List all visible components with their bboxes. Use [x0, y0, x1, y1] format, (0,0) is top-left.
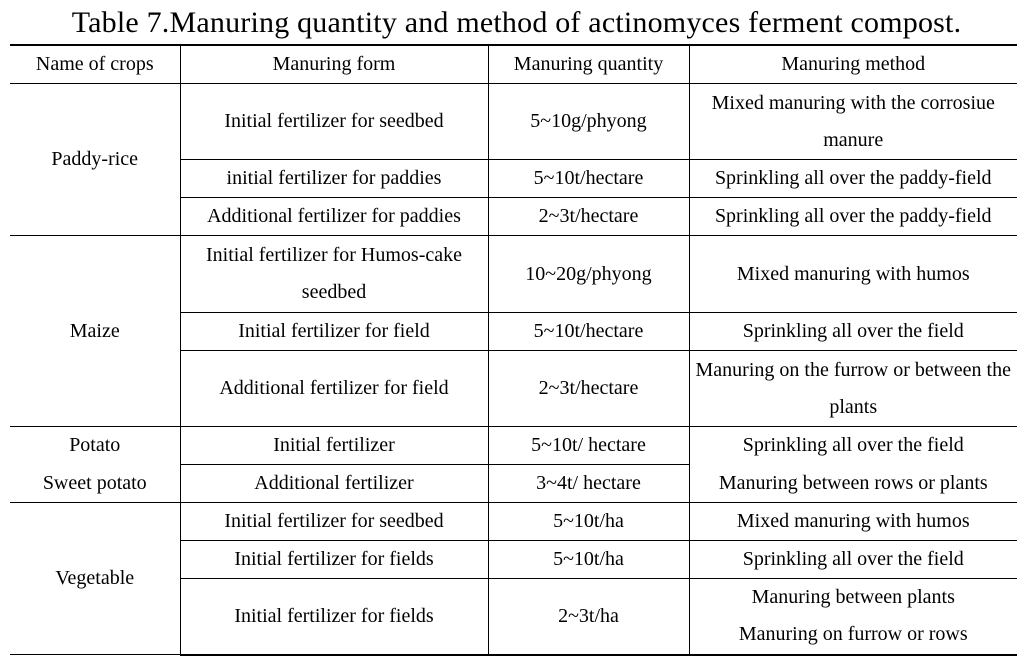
quantity-cell: 2~3t/hectare [488, 198, 689, 236]
quantity-cell: 5~10t/ha [488, 503, 689, 541]
method-cell: Sprinkling all over the field [689, 313, 1017, 351]
method-cell: Mixed manuring with humos [689, 503, 1017, 541]
header-manuring-form: Manuring form [180, 45, 488, 84]
method-cell: Sprinkling all over the field [689, 541, 1017, 579]
crop-cell-maize: Maize [10, 236, 180, 427]
table-row [10, 427, 1017, 465]
quantity-cell: 10~20g/phyong [488, 236, 689, 313]
form-cell: Initial fertilizer for seedbed [180, 503, 488, 541]
method-cell: Manuring between rows or plants [689, 465, 1017, 503]
manuring-table [10, 44, 1017, 656]
method-cell: Mixed manuring with the corrosiue manure [689, 84, 1017, 160]
method-cell: Manuring on the furrow or between the plants [689, 351, 1017, 427]
header-manuring-method: Manuring method [689, 45, 1017, 84]
method-cell: Mixed manuring with humos [689, 236, 1017, 313]
form-cell: Additional fertilizer for field [180, 351, 488, 427]
method-cell: Sprinkling all over the field [689, 427, 1017, 465]
crop-cell-sweet-potato: Sweet potato [10, 465, 180, 503]
quantity-cell: 2~3t/ha [488, 579, 689, 655]
crop-cell-potato: Potato [10, 427, 180, 465]
form-cell: Initial fertilizer for fields [180, 541, 488, 579]
method-cell: Sprinkling all over the paddy-field [689, 160, 1017, 198]
form-cell: initial fertilizer for paddies [180, 160, 488, 198]
header-manuring-quantity: Manuring quantity [488, 45, 689, 84]
quantity-cell: 5~10t/hectare [488, 160, 689, 198]
form-cell: Initial fertilizer [180, 427, 488, 465]
form-cell: Initial fertilizer for fields [180, 579, 488, 655]
quantity-cell: 3~4t/ hectare [488, 465, 689, 503]
crop-cell-paddy-rice: Paddy-rice [10, 84, 180, 236]
form-cell: Initial fertilizer for Humos-cake seedbed [180, 236, 488, 313]
quantity-cell: 5~10g/phyong [488, 84, 689, 160]
quantity-cell: 5~10t/ hectare [488, 427, 689, 465]
form-cell: Initial fertilizer for seedbed [180, 84, 488, 160]
quantity-cell: 2~3t/hectare [488, 351, 689, 427]
crop-cell-vegetable: Vegetable [10, 503, 180, 655]
method-cell [689, 579, 1017, 655]
quantity-cell: 5~10t/hectare [488, 313, 689, 351]
table-row [10, 84, 1017, 160]
header-row [10, 45, 1017, 84]
table-row [10, 503, 1017, 541]
method-line: Manuring on furrow or rows [738, 623, 968, 646]
form-cell: Initial fertilizer for field [180, 313, 488, 351]
form-cell: Additional fertilizer for paddies [180, 198, 488, 236]
form-cell: Additional fertilizer [180, 465, 488, 503]
header-name-of-crops: Name of crops [10, 45, 180, 84]
table-row [10, 236, 1017, 313]
method-line: Manuring between plants [751, 586, 955, 609]
table-row [10, 465, 1017, 503]
method-cell: Sprinkling all over the paddy-field [689, 198, 1017, 236]
quantity-cell: 5~10t/ha [488, 541, 689, 579]
table-title: Table 7.Manuring quantity and method of actinomyces ferment compost. [71, 6, 962, 39]
